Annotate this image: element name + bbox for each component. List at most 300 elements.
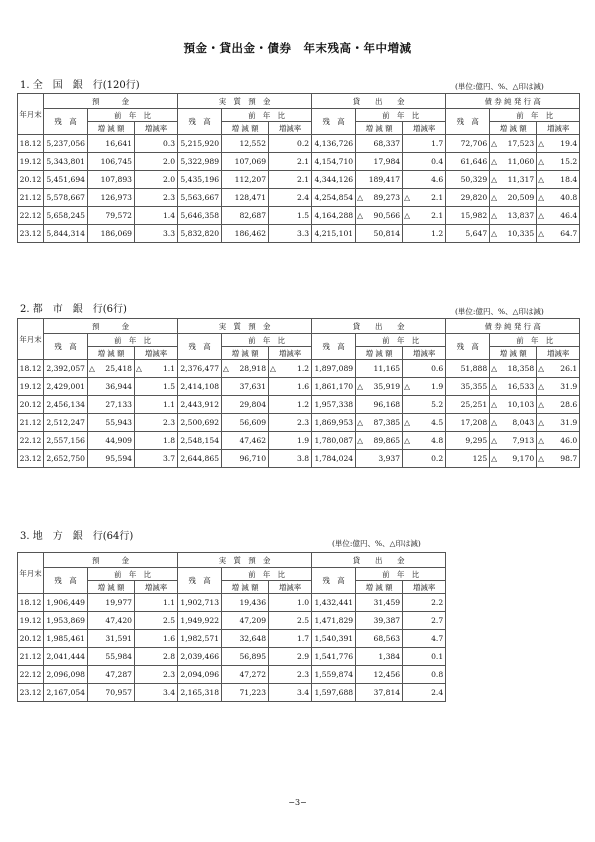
table-row (18, 225, 580, 243)
loans-change-cell: 68,337 (365, 135, 403, 153)
loans-change-sign: △ (356, 432, 365, 450)
real-deposits-rate-header: 増減率 (269, 122, 312, 135)
deposits-rate-sign (135, 666, 144, 684)
real-deposits-change-sign (222, 225, 231, 243)
loans-rate-header: 増減率 (403, 347, 446, 360)
loans-rate-cell: 0.6 (412, 360, 446, 378)
real-deposits-rate-cell: 1.5 (278, 207, 312, 225)
loans-change-cell: 1,384 (365, 648, 403, 666)
bonds-rate-header: 増減率 (537, 347, 580, 360)
loans-change-cell: 89,273 (365, 189, 403, 207)
deposits-change-cell: 44,909 (97, 432, 135, 450)
section-1-title: 1. 全 国 銀 行(120行) (20, 80, 140, 91)
bonds-change-sign: △ (490, 378, 499, 396)
loans-rate-cell: 1.2 (412, 225, 446, 243)
deposits-rate-sign (135, 432, 144, 450)
bonds-change-cell: 10,103 (499, 396, 537, 414)
real-deposits-rate-sign (269, 450, 278, 468)
deposits-change-cell: 107,893 (97, 171, 135, 189)
deposits-change-sign (88, 612, 97, 630)
real-deposits-change-header: 増 減 額 (222, 581, 269, 594)
deposits-rate-sign: △ (135, 360, 144, 378)
bonds-change-sign: △ (490, 207, 499, 225)
real-deposits-rate-cell: 2.9 (278, 648, 312, 666)
deposits-change-cell: 95,594 (97, 450, 135, 468)
loans-rate-cell: 0.4 (412, 153, 446, 171)
loans-rate-cell: 2.2 (412, 594, 446, 612)
real-deposits-header: 実 質 預 金 (178, 94, 312, 109)
deposits-rate-cell: 1.6 (144, 630, 178, 648)
loans-change-header: 増 減 額 (356, 347, 403, 360)
real-deposits-change-sign (222, 630, 231, 648)
deposits-balance-cell: 2,456,134 (44, 396, 88, 414)
real-deposits-balance-cell: 5,563,667 (178, 189, 222, 207)
bonds-balance-header: 残 高 (446, 334, 490, 360)
deposits-change-cell: 27,133 (97, 396, 135, 414)
real-deposits-change-cell: 56,609 (231, 414, 269, 432)
bonds-rate-sign: △ (537, 432, 546, 450)
real-deposits-yoy-header: 前 年 比 (222, 568, 312, 581)
loans-header: 貸 出 金 (312, 319, 446, 334)
page-number: −3− (288, 798, 307, 807)
table-row (18, 189, 580, 207)
loans-balance-cell: 4,136,726 (312, 135, 356, 153)
real-deposits-change-cell: 12,552 (231, 135, 269, 153)
year-month-cell: 21.12 (18, 189, 44, 207)
real-deposits-rate-cell: 2.1 (278, 171, 312, 189)
deposits-change-sign (88, 414, 97, 432)
loans-change-sign (356, 594, 365, 612)
real-deposits-change-cell: 186,462 (231, 225, 269, 243)
deposits-yoy-header: 前 年 比 (88, 334, 178, 347)
loans-change-cell: 17,984 (365, 153, 403, 171)
bonds-yoy-header: 前 年 比 (490, 109, 580, 122)
year-month-cell: 21.12 (18, 414, 44, 432)
real-deposits-rate-sign (269, 684, 278, 702)
deposits-balance-header: 残 高 (44, 568, 88, 594)
bonds-rate-cell: 28.6 (546, 396, 580, 414)
deposits-rate-sign (135, 189, 144, 207)
bonds-change-cell: 18,358 (499, 360, 537, 378)
loans-balance-cell: 1,541,776 (312, 648, 356, 666)
bonds-change-sign: △ (490, 396, 499, 414)
loans-header: 貸 出 金 (312, 94, 446, 109)
deposits-change-cell: 126,973 (97, 189, 135, 207)
loans-change-sign: △ (356, 414, 365, 432)
deposits-balance-cell: 1,906,449 (44, 594, 88, 612)
bonds-change-cell: 8,043 (499, 414, 537, 432)
real-deposits-rate-sign (269, 378, 278, 396)
loans-rate-cell: 4.6 (412, 171, 446, 189)
real-deposits-balance-cell: 2,165,318 (178, 684, 222, 702)
deposits-rate-cell: 2.3 (144, 414, 178, 432)
loans-change-sign (356, 396, 365, 414)
deposits-change-cell: 19,977 (97, 594, 135, 612)
deposits-change-sign (88, 171, 97, 189)
loans-balance-cell: 4,215,101 (312, 225, 356, 243)
table-row (18, 666, 446, 684)
deposits-change-cell: 16,641 (97, 135, 135, 153)
deposits-rate-sign (135, 648, 144, 666)
bonds-balance-cell: 25,251 (446, 396, 490, 414)
loans-header: 貸 出 金 (312, 553, 446, 568)
bonds-balance-cell: 35,355 (446, 378, 490, 396)
loans-change-cell: 87,385 (365, 414, 403, 432)
real-deposits-rate-cell: 1.6 (278, 378, 312, 396)
deposits-header: 預 金 (44, 553, 178, 568)
loans-yoy-header: 前 年 比 (356, 334, 446, 347)
bonds-balance-cell: 9,295 (446, 432, 490, 450)
deposits-rate-sign (135, 612, 144, 630)
loans-change-sign (356, 171, 365, 189)
deposits-rate-sign (135, 378, 144, 396)
loans-change-cell: 68,563 (365, 630, 403, 648)
loans-rate-sign (403, 630, 412, 648)
real-deposits-change-cell: 112,207 (231, 171, 269, 189)
deposits-change-cell: 31,591 (97, 630, 135, 648)
loans-balance-cell: 1,869,953 (312, 414, 356, 432)
loans-rate-sign: △ (403, 414, 412, 432)
real-deposits-yoy-header: 前 年 比 (222, 334, 312, 347)
loans-rate-sign (403, 171, 412, 189)
bonds-rate-cell: 19.4 (546, 135, 580, 153)
bonds-change-header: 増 減 額 (490, 122, 537, 135)
bonds-rate-cell: 31.9 (546, 378, 580, 396)
real-deposits-rate-cell: 3.8 (278, 450, 312, 468)
table-row (18, 414, 580, 432)
loans-rate-cell: 0.2 (412, 450, 446, 468)
loans-rate-sign (403, 612, 412, 630)
year-month-cell: 23.12 (18, 684, 44, 702)
real-deposits-change-cell: 28,918 (231, 360, 269, 378)
real-deposits-balance-cell: 2,644,865 (178, 450, 222, 468)
loans-rate-sign (403, 450, 412, 468)
deposits-rate-cell: 2.3 (144, 666, 178, 684)
real-deposits-rate-sign (269, 648, 278, 666)
deposits-rate-header: 増減率 (135, 347, 178, 360)
real-deposits-rate-sign (269, 396, 278, 414)
loans-rate-sign (403, 396, 412, 414)
table-row (18, 648, 446, 666)
real-deposits-balance-header: 残 高 (178, 109, 222, 135)
deposits-change-cell: 25,418 (97, 360, 135, 378)
year-month-cell: 19.12 (18, 378, 44, 396)
deposits-rate-sign (135, 396, 144, 414)
loans-balance-cell: 4,344,126 (312, 171, 356, 189)
real-deposits-change-sign (222, 189, 231, 207)
real-deposits-yoy-header: 前 年 比 (222, 109, 312, 122)
year-month-cell: 22.12 (18, 432, 44, 450)
deposits-rate-sign (135, 414, 144, 432)
loans-balance-cell: 1,471,829 (312, 612, 356, 630)
year-month-cell: 21.12 (18, 648, 44, 666)
year-month-cell: 20.12 (18, 630, 44, 648)
real-deposits-change-header: 増 減 額 (222, 347, 269, 360)
deposits-balance-cell: 2,652,750 (44, 450, 88, 468)
real-deposits-rate-cell: 2.5 (278, 612, 312, 630)
bonds-header: 債 券 純 発 行 高 (446, 94, 580, 109)
deposits-change-header: 増 減 額 (88, 581, 135, 594)
real-deposits-change-cell: 37,631 (231, 378, 269, 396)
loans-rate-header: 増減率 (403, 581, 446, 594)
year-month-cell: 20.12 (18, 396, 44, 414)
bonds-rate-sign: △ (537, 207, 546, 225)
bonds-rate-cell: 31.9 (546, 414, 580, 432)
real-deposits-balance-cell: 1,949,922 (178, 612, 222, 630)
real-deposits-change-cell: 47,209 (231, 612, 269, 630)
bonds-change-sign: △ (490, 225, 499, 243)
real-deposits-change-cell: 47,462 (231, 432, 269, 450)
deposits-change-cell: 47,420 (97, 612, 135, 630)
real-deposits-header: 実 質 預 金 (178, 553, 312, 568)
loans-balance-cell: 1,540,391 (312, 630, 356, 648)
loans-balance-header: 残 高 (312, 334, 356, 360)
deposits-balance-header: 残 高 (44, 334, 88, 360)
bonds-change-sign: △ (490, 171, 499, 189)
loans-rate-cell: 2.1 (412, 207, 446, 225)
loans-change-sign (356, 450, 365, 468)
deposits-change-sign (88, 594, 97, 612)
loans-balance-cell: 1,897,089 (312, 360, 356, 378)
loans-rate-cell: 4.7 (412, 630, 446, 648)
loans-balance-header: 残 高 (312, 109, 356, 135)
loans-change-sign (356, 684, 365, 702)
bonds-change-cell: 11,060 (499, 153, 537, 171)
deposits-balance-cell: 2,041,444 (44, 648, 88, 666)
deposits-rate-cell: 2.0 (144, 171, 178, 189)
deposits-rate-sign (135, 225, 144, 243)
loans-rate-cell: 4.5 (412, 414, 446, 432)
loans-balance-cell: 1,861,170 (312, 378, 356, 396)
real-deposits-rate-sign (269, 153, 278, 171)
deposits-header: 預 金 (44, 94, 178, 109)
deposits-rate-cell: 2.8 (144, 648, 178, 666)
deposits-rate-sign (135, 450, 144, 468)
deposits-rate-cell: 3.7 (144, 450, 178, 468)
deposits-rate-cell: 1.1 (144, 396, 178, 414)
loans-change-cell: 89,865 (365, 432, 403, 450)
bonds-change-cell: 13,837 (499, 207, 537, 225)
deposits-change-sign (88, 432, 97, 450)
deposits-change-sign (88, 666, 97, 684)
bonds-change-sign: △ (490, 414, 499, 432)
loans-rate-sign (403, 666, 412, 684)
table-row (18, 396, 580, 414)
deposits-change-cell: 55,984 (97, 648, 135, 666)
table-row (18, 594, 446, 612)
deposits-balance-header: 残 高 (44, 109, 88, 135)
deposits-rate-sign (135, 630, 144, 648)
real-deposits-rate-header: 増減率 (269, 581, 312, 594)
real-deposits-balance-cell: 1,902,713 (178, 594, 222, 612)
deposits-rate-cell: 3.4 (144, 684, 178, 702)
loans-balance-cell: 1,957,338 (312, 396, 356, 414)
deposits-rate-sign (135, 171, 144, 189)
real-deposits-rate-sign: △ (269, 360, 278, 378)
bonds-rate-header: 増減率 (537, 122, 580, 135)
real-deposits-balance-header: 残 高 (178, 334, 222, 360)
bonds-change-sign: △ (490, 153, 499, 171)
bonds-change-header: 増 減 額 (490, 347, 537, 360)
loans-change-sign (356, 225, 365, 243)
real-deposits-change-cell: 71,223 (231, 684, 269, 702)
real-deposits-rate-header: 増減率 (269, 347, 312, 360)
real-deposits-header: 実 質 預 金 (178, 319, 312, 334)
loans-yoy-header: 前 年 比 (356, 109, 446, 122)
deposits-rate-header: 増減率 (135, 581, 178, 594)
real-deposits-change-sign (222, 612, 231, 630)
bonds-rate-cell: 64.7 (546, 225, 580, 243)
real-deposits-balance-cell: 5,215,920 (178, 135, 222, 153)
deposits-balance-cell: 5,343,801 (44, 153, 88, 171)
year-month-cell: 18.12 (18, 135, 44, 153)
bonds-change-cell: 20,509 (499, 189, 537, 207)
section-2-title: 2. 都 市 銀 行(6行) (20, 304, 127, 315)
table-row (18, 171, 580, 189)
loans-change-cell: 90,566 (365, 207, 403, 225)
loans-balance-cell: 1,780,087 (312, 432, 356, 450)
bonds-change-cell: 7,913 (499, 432, 537, 450)
real-deposits-change-sign (222, 396, 231, 414)
loans-change-cell: 37,814 (365, 684, 403, 702)
bonds-balance-cell: 125 (446, 450, 490, 468)
bonds-change-sign: △ (490, 189, 499, 207)
deposits-change-sign (88, 630, 97, 648)
deposits-rate-sign (135, 594, 144, 612)
real-deposits-change-sign (222, 414, 231, 432)
real-deposits-change-cell: 32,648 (231, 630, 269, 648)
deposits-header: 預 金 (44, 319, 178, 334)
loans-change-sign (356, 360, 365, 378)
section-3-unit: (単位:億円、%、△印は減) (332, 539, 421, 548)
real-deposits-rate-sign (269, 207, 278, 225)
deposits-rate-sign (135, 153, 144, 171)
bonds-rate-cell: 46.4 (546, 207, 580, 225)
bonds-rate-sign: △ (537, 189, 546, 207)
real-deposits-balance-cell: 2,443,912 (178, 396, 222, 414)
deposits-balance-cell: 5,658,245 (44, 207, 88, 225)
year-month-cell: 19.12 (18, 153, 44, 171)
loans-rate-sign: △ (403, 207, 412, 225)
bonds-rate-cell: 18.4 (546, 171, 580, 189)
deposits-rate-sign (135, 135, 144, 153)
loans-balance-cell: 1,597,688 (312, 684, 356, 702)
real-deposits-change-sign (222, 207, 231, 225)
real-deposits-balance-header: 残 高 (178, 568, 222, 594)
table-row (18, 360, 580, 378)
real-deposits-balance-cell: 2,414,108 (178, 378, 222, 396)
year-month-cell: 23.12 (18, 225, 44, 243)
deposits-change-sign (88, 153, 97, 171)
deposits-change-sign (88, 225, 97, 243)
year-month-cell: 22.12 (18, 207, 44, 225)
deposits-balance-cell: 2,557,156 (44, 432, 88, 450)
deposits-rate-cell: 3.3 (144, 225, 178, 243)
loans-change-cell: 189,417 (365, 171, 403, 189)
real-deposits-rate-cell: 2.3 (278, 414, 312, 432)
loans-rate-sign (403, 360, 412, 378)
section-2-table (17, 318, 580, 468)
real-deposits-balance-cell: 2,376,477 (178, 360, 222, 378)
real-deposits-rate-cell: 2.3 (278, 666, 312, 684)
real-deposits-change-cell: 19,436 (231, 594, 269, 612)
real-deposits-change-sign: △ (222, 360, 231, 378)
table-row (18, 630, 446, 648)
page-title: 預金・貸出金・債券 年末残高・年中増減 (183, 41, 412, 55)
deposits-change-header: 増 減 額 (88, 122, 135, 135)
section-3-table (17, 552, 446, 702)
deposits-change-cell: 79,572 (97, 207, 135, 225)
bonds-balance-cell: 50,329 (446, 171, 490, 189)
deposits-change-sign (88, 189, 97, 207)
table-row (18, 684, 446, 702)
real-deposits-rate-sign (269, 612, 278, 630)
deposits-rate-cell: 2.3 (144, 189, 178, 207)
real-deposits-change-cell: 56,895 (231, 648, 269, 666)
loans-change-cell: 96,168 (365, 396, 403, 414)
bonds-rate-cell: 46.0 (546, 432, 580, 450)
real-deposits-rate-sign (269, 630, 278, 648)
real-deposits-rate-cell: 2.1 (278, 153, 312, 171)
bonds-rate-sign: △ (537, 450, 546, 468)
bonds-change-cell: 11,317 (499, 171, 537, 189)
real-deposits-change-sign (222, 378, 231, 396)
bonds-balance-cell: 72,706 (446, 135, 490, 153)
bonds-rate-sign: △ (537, 135, 546, 153)
table-row (18, 612, 446, 630)
loans-balance-cell: 4,254,854 (312, 189, 356, 207)
loans-rate-cell: 2.4 (412, 684, 446, 702)
real-deposits-rate-sign (269, 171, 278, 189)
loans-rate-sign (403, 153, 412, 171)
deposits-balance-cell: 1,953,869 (44, 612, 88, 630)
loans-rate-sign: △ (403, 189, 412, 207)
real-deposits-change-cell: 128,471 (231, 189, 269, 207)
loans-balance-cell: 4,154,710 (312, 153, 356, 171)
loans-rate-cell: 1.7 (412, 135, 446, 153)
bonds-rate-sign: △ (537, 378, 546, 396)
deposits-balance-cell: 2,512,247 (44, 414, 88, 432)
bonds-rate-sign: △ (537, 414, 546, 432)
deposits-balance-cell: 5,578,667 (44, 189, 88, 207)
deposits-change-sign (88, 684, 97, 702)
section-3-title: 3. 地 方 銀 行(64行) (20, 531, 134, 542)
real-deposits-balance-cell: 2,094,096 (178, 666, 222, 684)
loans-rate-cell: 1.9 (412, 378, 446, 396)
loans-balance-cell: 1,432,441 (312, 594, 356, 612)
real-deposits-rate-sign (269, 135, 278, 153)
real-deposits-balance-cell: 2,500,692 (178, 414, 222, 432)
section-2-unit: (単位:億円、%、△印は減) (455, 307, 544, 316)
deposits-change-sign (88, 207, 97, 225)
deposits-change-header: 増 減 額 (88, 347, 135, 360)
bonds-change-cell: 16,533 (499, 378, 537, 396)
loans-rate-cell: 4.8 (412, 432, 446, 450)
table-row (18, 135, 580, 153)
deposits-change-cell: 186,069 (97, 225, 135, 243)
deposits-change-sign (88, 135, 97, 153)
real-deposits-rate-cell: 1.0 (278, 594, 312, 612)
loans-rate-cell: 0.8 (412, 666, 446, 684)
section-1-unit: (単位:億円、%、△印は減) (455, 82, 544, 91)
real-deposits-change-cell: 96,710 (231, 450, 269, 468)
real-deposits-change-sign (222, 432, 231, 450)
deposits-rate-cell: 1.1 (144, 594, 178, 612)
bonds-rate-cell: 40.8 (546, 189, 580, 207)
deposits-rate-cell: 1.1 (144, 360, 178, 378)
bonds-balance-cell: 17,208 (446, 414, 490, 432)
real-deposits-change-sign (222, 171, 231, 189)
